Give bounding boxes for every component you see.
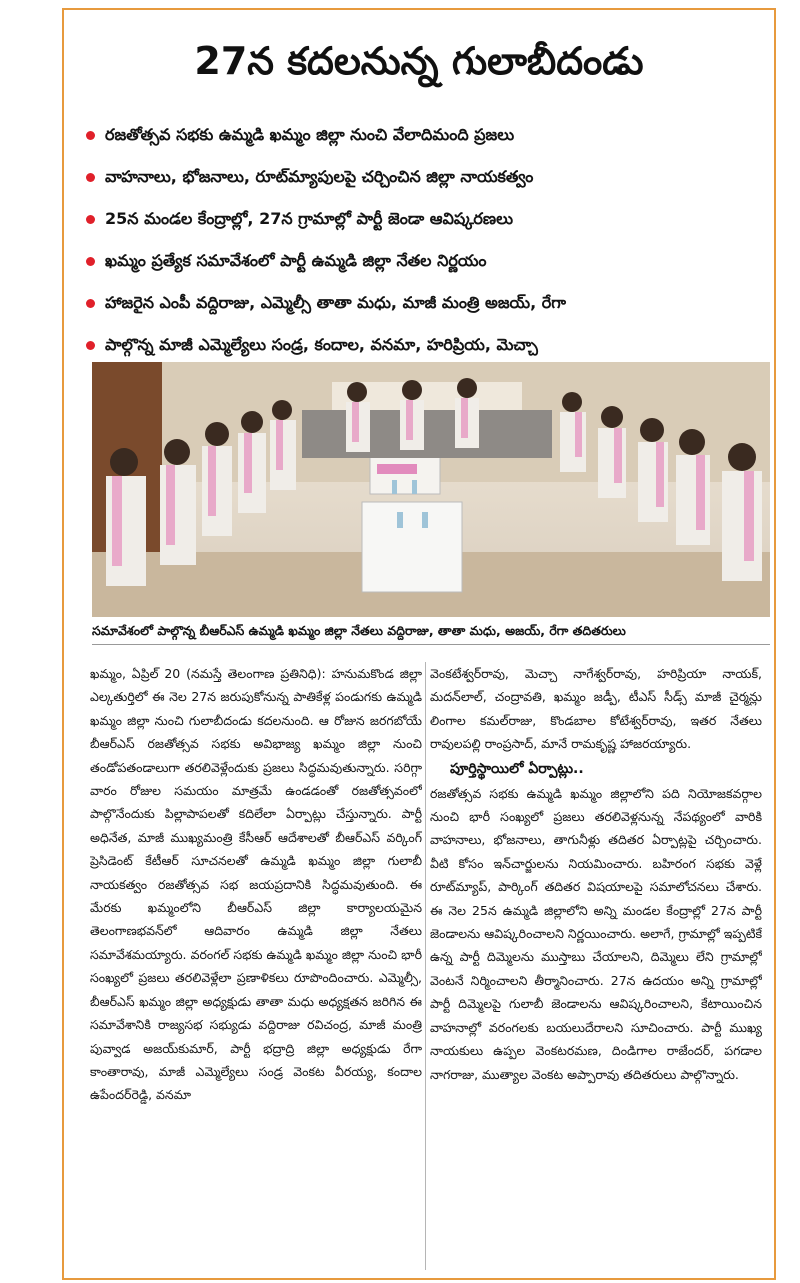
highlight-item: పాల్గొన్న మాజీ ఎమ్మెల్యేలు సండ్ర, కందాల, వనమా, హరిప్రియ, మెచ్చా (86, 324, 766, 366)
bullet-dot-icon (86, 215, 95, 224)
article-paragraph: రజతోత్సవ సభకు ఉమ్మడి ఖమ్మం జిల్లాలోని పది నియోజకవర్గాల నుంచి భారీ సంఖ్యలో ప్రజలు తరలివెళ్లనున్న నేపథ్యంలో వారికి వాహనాలు, భోజనాలు, తాగునీళ్లు తదితర ఏర్పాట్లపై చర్చించారు. వీటి కోసం ఇన్‌చార్జులను నియమించారు. బహిరంగ సభకు వెళ్లే రూట్‌మ్యాప్, పార్కింగ్ తదితర విషయాలపై సమాలోచనలు చేశారు. ఈ నెల 25న ఉమ్మడి జిల్లాలోని అన్ని మండల కేంద్రాల్లో 27న పార్టీ జెండాలను ఆవిష్కరించాలని నిర్ణయించారు. అలాగే, గ్రామాల్లో ఇప్పటికే ఉన్న పార్టీ దిమ్మెలను ముస్తాబు చేయాలని, దిమ్మెలు లేని గ్రామాల్లో వెంటనే నిర్మించాలని తీర్మానించారు. 27న ఉదయం అన్ని గ్రామాల్లో పార్టీ దిమ్మెలపై గులాబీ జెండాలను ఆవిష్కరించాలని, కేటాయించిన వాహనాల్లో వరంగలకు బయలుదేరాలని సూచించారు. పార్టీ ముఖ్య నాయకులు ఉప్పల వెంకటరమణ, దిండిగాల రాజేందర్, పగడాల నాగరాజు, ముత్యాల వెంకట అప్పారావు తదితరులు పాల్గొన్నారు. (430, 785, 762, 1082)
highlight-item: ఖమ్మం ప్రత్యేక సమావేశంలో పార్టీ ఉమ్మడి జిల్లా నేతల నిర్ణయం (86, 240, 766, 282)
highlight-item: రజతోత్సవ సభకు ఉమ్మడి ఖమ్మం జిల్లా నుంచి వేలాదిమంది ప్రజలు (86, 114, 766, 156)
article-column-left (90, 662, 422, 1274)
bullet-dot-icon (86, 173, 95, 182)
article-paragraph: వెంకటేశ్వర్‌రావు, మెచ్చా నాగేశ్వర్‌రావు, హరిప్రియా నాయక్, మదన్‌లాల్, చంద్రావతి, ఖమ్మం జడ్పీ, టీఎస్ సీడ్స్ మాజీ చైర్మన్లు లింగాల కమల్‌రాజు, కొండబాల కోటేశ్వర్‌రావు, ఇతర నేతలు రావులపల్లి రాంప్రసాద్, మానే రామకృష్ణ హాజరయ్యారు. (430, 666, 762, 752)
bullet-dot-icon (86, 131, 95, 140)
headline: 27న కదలనున్న గులాబీదండు (194, 39, 644, 83)
meeting-photo-illustration (92, 362, 770, 617)
bullet-dot-icon (86, 299, 95, 308)
highlights-list (86, 114, 766, 366)
bullet-dot-icon (86, 257, 95, 266)
column-divider (425, 662, 426, 1270)
meeting-photo (92, 362, 770, 617)
photo-caption: సమావేశంలో పాల్గొన్న బీఆర్‌ఎస్ ఉమ్మడి ఖమ్మం జిల్లా నేతలు వద్దిరాజు, తాతా మధు, అజయ్, రేగా తదితరులు (92, 618, 770, 645)
article-paragraph: ఖమ్మం, ఏప్రిల్ 20 (నమస్తే తెలంగాణ ప్రతినిధి): హనుమకొండ జిల్లా ఎల్కతుర్తిలో ఈ నెల 27న జరుపుకోనున్న పాతికేళ్ల పండుగకు ఉమ్మడి ఖమ్మం జిల్లా నుంచి గులాబీదండు కదలనుంది. ఆ రోజున జరగబోయే బీఆర్‌ఎస్ రజతోత్సవ సభకు అవిభాజ్య ఖమ్మం జిల్లా నుంచి తండోపతండాలుగా తరలివెళ్లేందుకు ప్రజలు సిద్ధమవుతున్నారు. సరిగ్గా వారం రోజుల సమయం మాత్రమే ఉండడంతో రజతోత్సవంలో పాల్గొనేందుకు పిల్లాపాపలతో కదిలేలా ఏర్పాట్లు చేస్తున్నారు. పార్టీ అధినేత, మాజీ ముఖ్యమంత్రి కేసీఆర్ ఆదేశాలతో బీఆర్‌ఎస్ వర్కింగ్ ప్రెసిడెంట్ కేటీఆర్ సూచనలతో ఉమ్మడి ఖమ్మం జిల్లా గులాబీ నాయకత్వం రజతోత్సవ సభ జయప్రదానికి సిద్ధమవుతుంది. ఈ మేరకు ఖమ్మంలోని బీఆర్‌ఎస్ జిల్లా కార్యాలయమైన తెలంగాణభవన్‌లో ఆదివారం ఉమ్మడి జిల్లా నేతలు సమావేశమయ్యారు. వరంగల్ సభకు ఉమ్మడి ఖమ్మం జిల్లా నుంచి భారీ సంఖ్యలో ప్రజలు తరలివెళ్లేలా ప్రణాళికలు రూపొందించారు. ఎమ్మెల్సీ, బీఆర్‌ఎస్ ఖమ్మం జిల్లా అధ్యక్షుడు తాతా మధు అధ్యక్షతన జరిగిన ఈ సమావేశానికి రాజ్యసభ సభ్యుడు వద్దిరాజు రవిచంద్ర, మాజీ మంత్రి పువ్వాడ అజయ్‌కుమార్, పార్టీ భద్రాద్రి జిల్లా అధ్యక్షుడు రేగా కాంతారావు, మాజీ ఎమ్మెల్యేలు సండ్ర వెంకట వీరయ్య, కందాల ఉపేందర్‌రెడ్డి, వనమా (90, 666, 422, 1103)
highlight-item: 25న మండల కేంద్రాల్లో, 27న గ్రామాల్లో పార్టీ జెండా ఆవిష్కరణలు (86, 198, 766, 240)
article-column-right (430, 662, 762, 1274)
article-subheading: పూర్తిస్థాయిలో ఏర్పాట్లు.. (450, 760, 584, 777)
bullet-dot-icon (86, 341, 95, 350)
highlight-item: హాజరైన ఎంపీ వద్దిరాజు, ఎమ్మెల్సీ తాతా మధు, మాజీ మంత్రి అజయ్, రేగా (86, 282, 766, 324)
article-frame (62, 8, 776, 1280)
highlight-item: వాహనాలు, భోజనాలు, రూట్‌మ్యాపులపై చర్చించిన జిల్లా నాయకత్వం (86, 156, 766, 198)
